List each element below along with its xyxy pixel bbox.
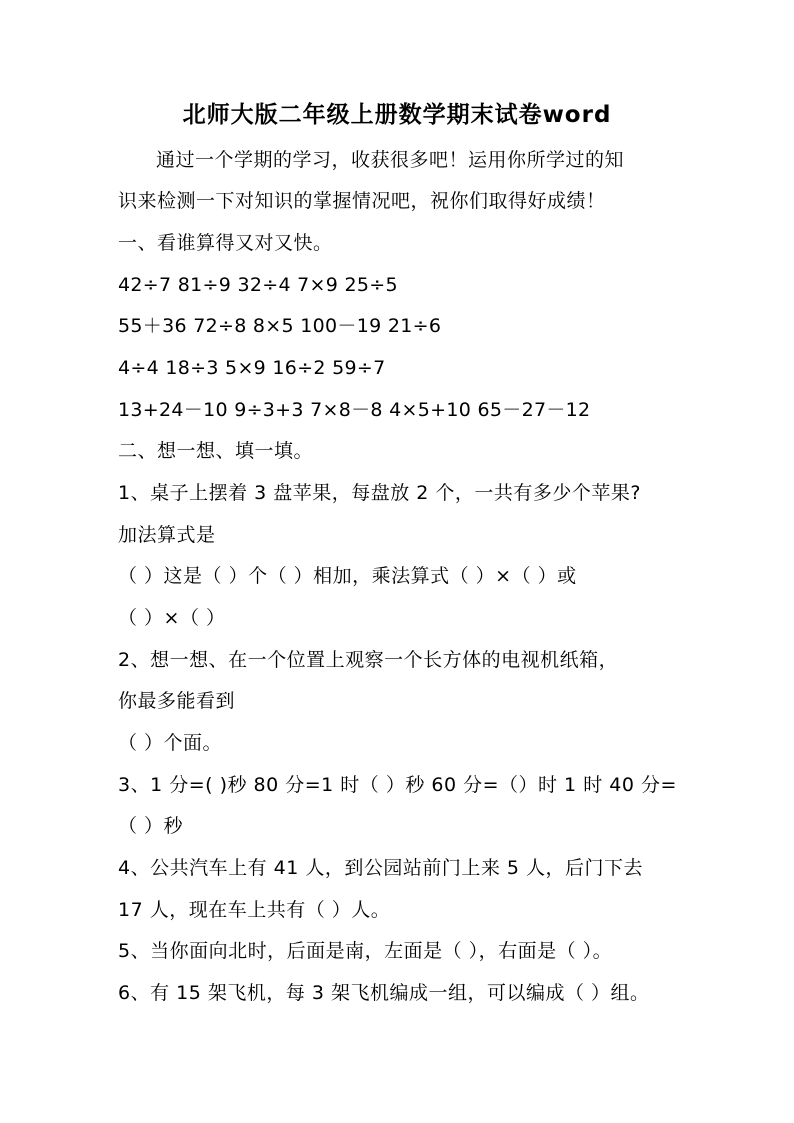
arithmetic-row-3: 4÷4 18÷3 5×9 16÷2 59÷7 [118, 357, 386, 379]
question-3-line-2: （ ）秒 [118, 815, 184, 837]
intro-line-1: 通过一个学期的学习，收获很多吧！运用你所学过的知 [156, 149, 625, 171]
question-2-line-1: 2、想一想、在一个位置上观察一个长方体的电视机纸箱， [118, 649, 619, 671]
arithmetic-row-4: 13+24－10 9÷3+3 7×8－8 4×5+10 65－27－12 [118, 399, 591, 421]
question-3-line-1: 3、1 分=( )秒 80 分=1 时（ ）秒 60 分=（）时 1 时 40 分= [118, 774, 677, 796]
question-1-line-1: 1、桌子上摆着 3 盘苹果，每盘放 2 个，一共有多少个苹果? [118, 482, 642, 504]
question-1-line-4: （ ）×（ ） [118, 607, 226, 629]
arithmetic-row-2: 55＋36 72÷8 8×5 100－19 21÷6 [118, 315, 442, 337]
question-6-line: 6、有 15 架飞机，每 3 架飞机编成一组，可以编成（ ）组。 [118, 982, 650, 1004]
question-2-line-2: 你最多能看到 [118, 690, 236, 712]
section1-heading: 一、看谁算得又对又快。 [118, 232, 333, 254]
question-5-line: 5、当你面向北时，后面是南，左面是（ ），右面是（ ）。 [118, 940, 613, 962]
question-1-line-3: （ ）这是（ ）个（ ）相加，乘法算式（ ）×（ ）或 [118, 565, 577, 587]
question-2-line-3: （ ）个面。 [118, 732, 223, 754]
arithmetic-row-1: 42÷7 81÷9 32÷4 7×9 25÷5 [118, 274, 398, 296]
question-4-line-1: 4、公共汽车上有 41 人，到公园站前门上来 5 人，后门下去 [118, 857, 644, 879]
question-4-line-2: 17 人，现在车上共有（ ）人。 [118, 899, 391, 921]
section2-heading: 二、想一想、填一填。 [118, 440, 314, 462]
question-1-line-2: 加法算式是 [118, 524, 216, 546]
intro-line-2: 识来检测一下对知识的掌握情况吧，祝你们取得好成绩！ [118, 190, 606, 212]
document-title: 北师大版二年级上册数学期末试卷word [182, 102, 612, 128]
